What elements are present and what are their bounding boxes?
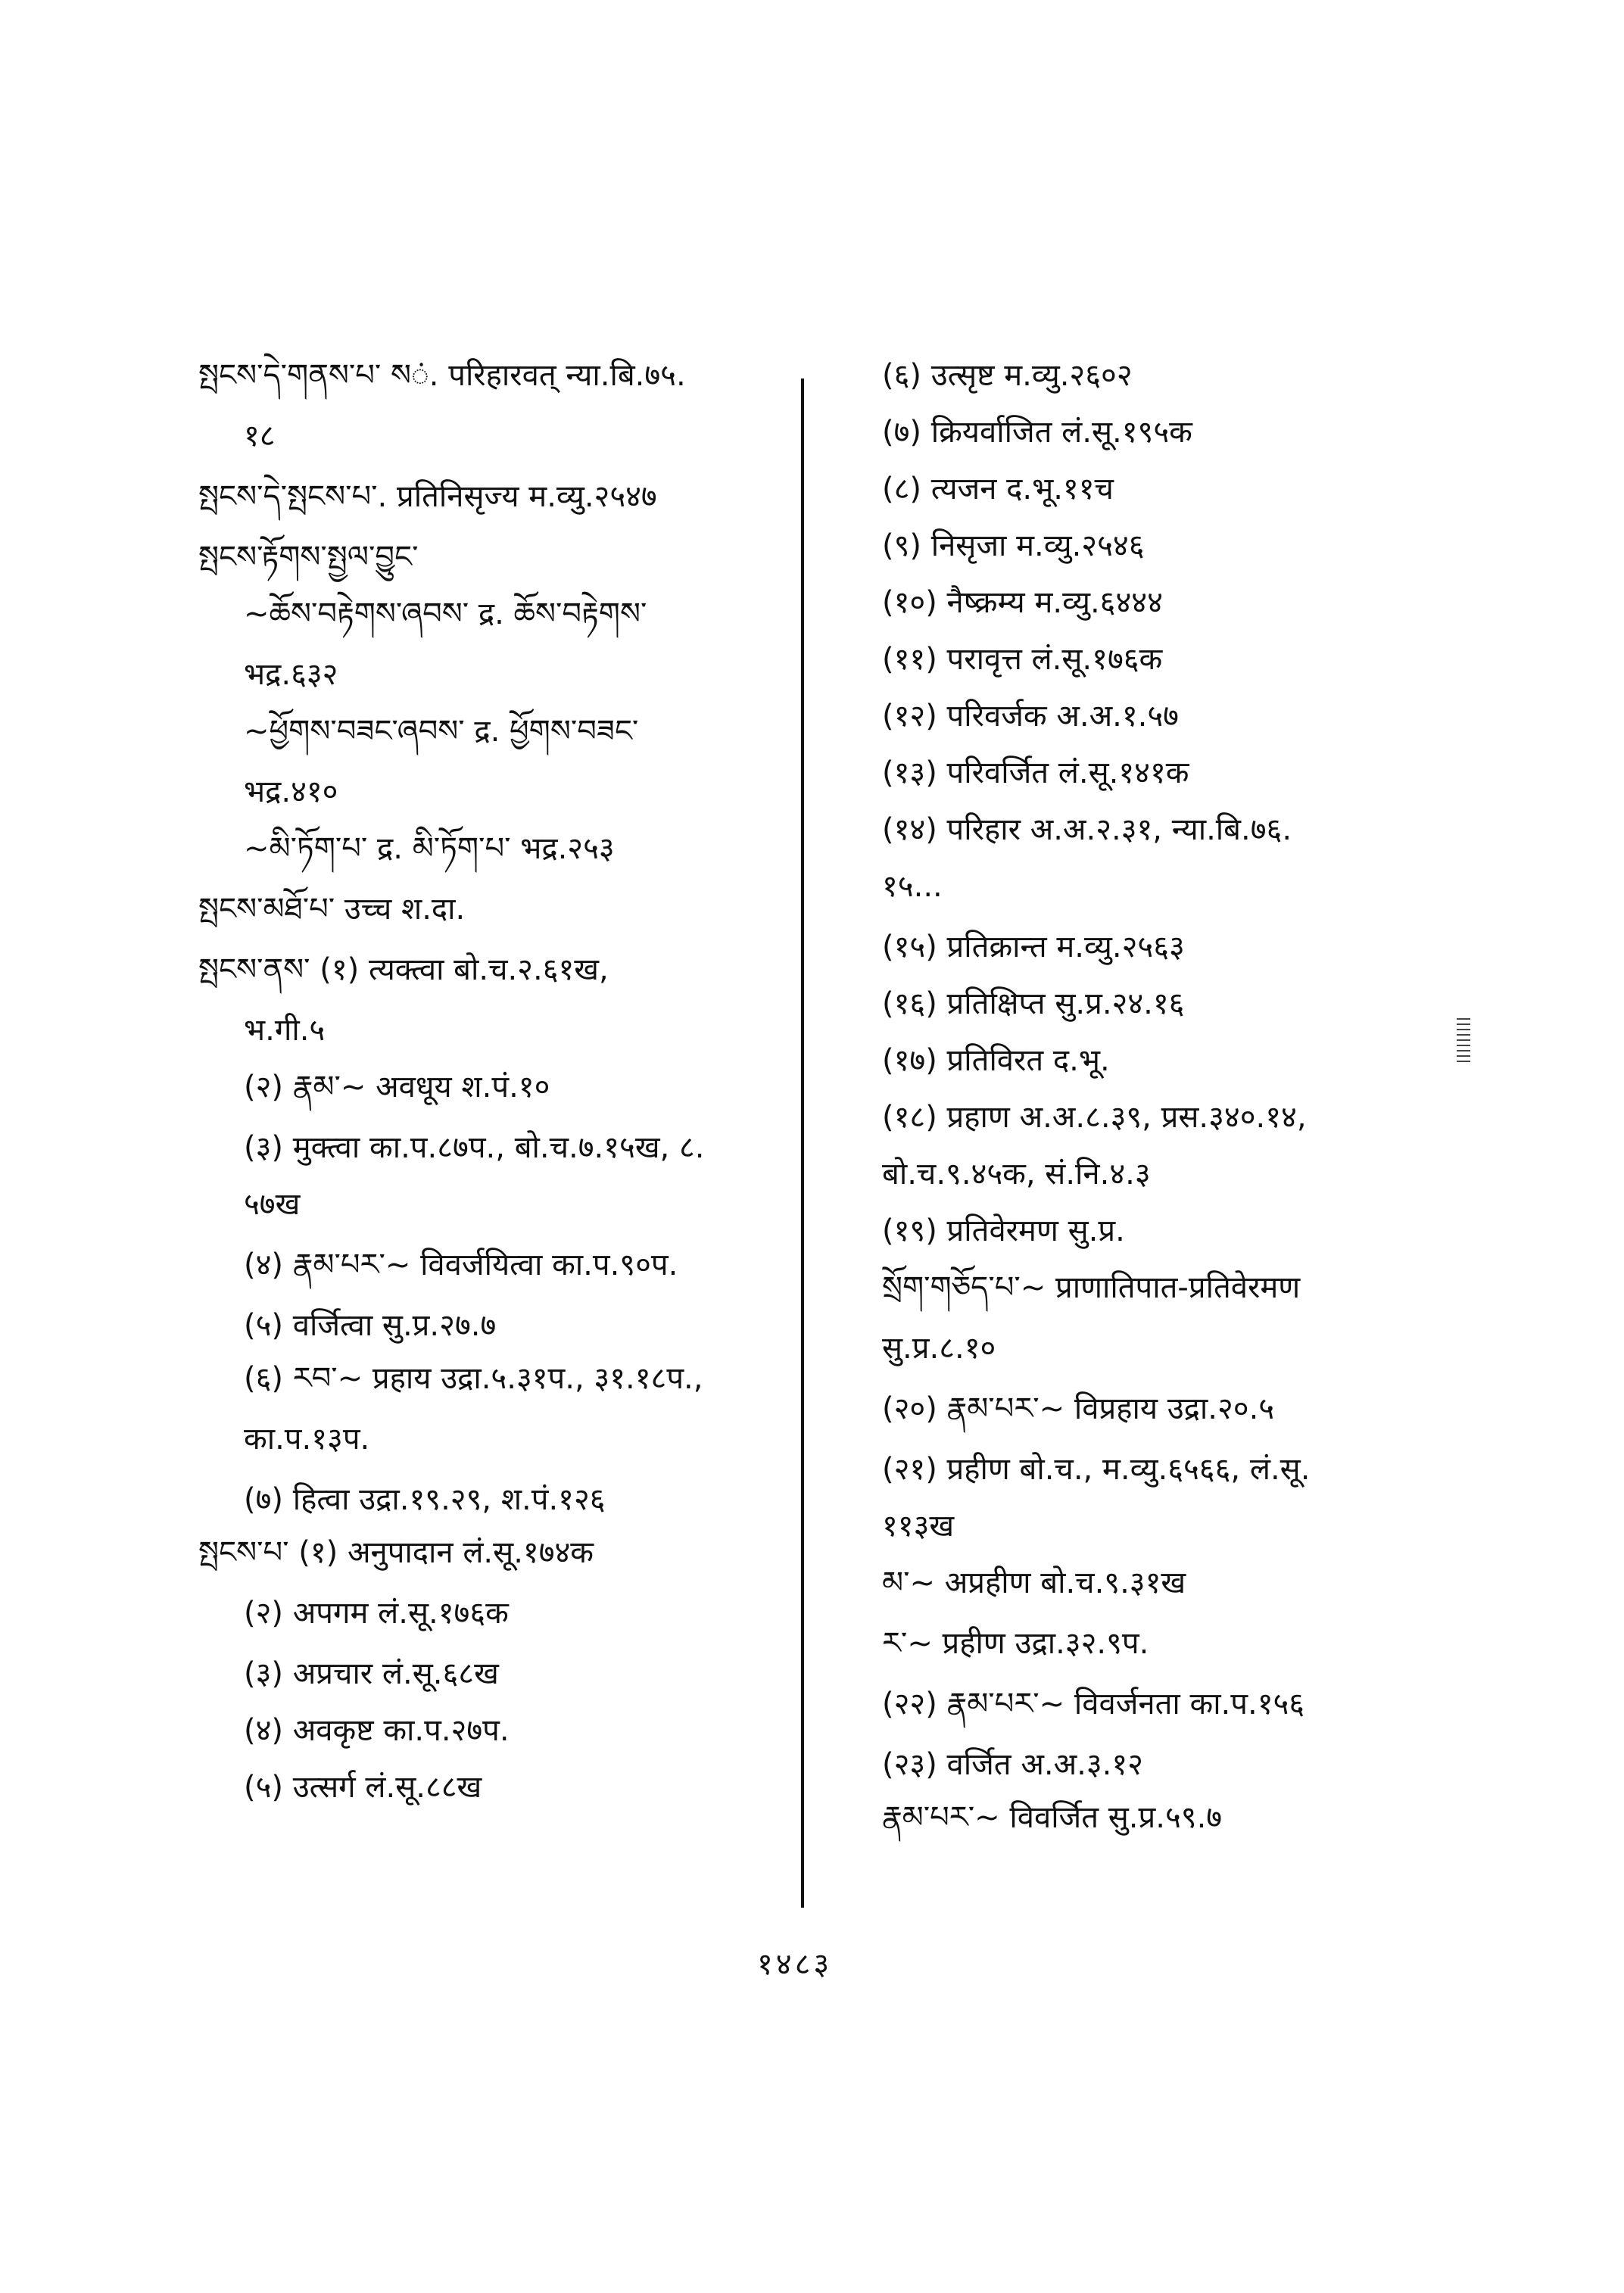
entry-line: १८ <box>244 419 276 453</box>
entry-line: (२३) वर्जित अ.अ.३.१२ <box>882 1747 1143 1782</box>
entry-line: (१८) प्रहाण अ.अ.८.३९, प्रस.३४०.१४, <box>882 1100 1307 1135</box>
margin-marks <box>1457 1018 1470 1064</box>
entry-line: (१७) प्रतिविरत द.भू. <box>882 1043 1110 1078</box>
entry-line: (२२) རྣམ་པར་~ विवर्जनता का.प.१५६ <box>882 1687 1305 1721</box>
entry-line: སྤངས་པ་ (१) अनुपादान लं.सू.१७४क <box>198 1535 594 1570</box>
entry-line: भद्र.६३२ <box>244 657 338 692</box>
entry-line: भ.गी.५ <box>244 1013 326 1048</box>
page-number: १४८३ <box>757 1947 833 1982</box>
entry-line: (१६) प्रतिक्षिप्त सु.प्र.२४.१६ <box>882 986 1185 1021</box>
entry-line: (५) उत्सर्ग लं.सू.८८ख <box>244 1770 482 1805</box>
entry-line: का.प.१३प. <box>244 1422 370 1456</box>
entry-line: (४) अवकृष्ट का.प.२७प. <box>244 1713 510 1748</box>
entry-line: སྤངས་དེ་གནས་པ་ སं. परिहारवत् न्या.बि.७५. <box>198 358 686 393</box>
entry-line: (३) मुक्त्वा का.प.८७प., बो.च.७.१५ख, ८. <box>244 1130 705 1165</box>
entry-line: (५) वर्जित्वा सु.प्र.२७.७ <box>244 1308 497 1343</box>
entry-line: भद्र.४१० <box>244 774 338 809</box>
entry-line: སྲོག་གཅོད་པ་~ प्राणातिपात-प्रतिवेरमण <box>882 1270 1301 1305</box>
entry-line: (६) उत्सृष्ट म.व्यु.२६०२ <box>882 358 1133 393</box>
entry-line: (४) རྣམ་པར་~ विवर्जयित्वा का.प.९०प. <box>244 1248 678 1282</box>
entry-line: ར་~ प्रहीण उद्रा.३२.९प. <box>882 1626 1149 1661</box>
entry-line: ~མི་ཏོག་པ་ द्र. མི་ཏོག་པ་ भद्र.२५३ <box>244 831 615 866</box>
entry-line: (१९) प्रतिवेरमण सु.प्र. <box>882 1213 1125 1248</box>
entry-line: (२०) རྣམ་པར་~ विप्रहाय उद्रा.२०.५ <box>882 1391 1275 1426</box>
entry-line: (१०) नैष्क्रम्य म.व्यु.६४४४ <box>882 585 1163 620</box>
entry-line: (१४) परिहार अ.अ.२.३१, न्या.बि.७६. <box>882 812 1292 847</box>
column-divider <box>801 379 804 1908</box>
entry-line: १५... <box>882 869 943 904</box>
entry-line: ~ཆོས་བརྟེགས་ཞབས་ द्र. ཆོས་བརྟེགས་ <box>244 597 647 631</box>
entry-line: (७) हित्वा उद्रा.१९.२९, श.पं.१२६ <box>244 1482 606 1517</box>
entry-line: (१३) परिवर्जित लं.सू.१४१क <box>882 756 1189 790</box>
entry-line: ५७ख <box>244 1187 301 1222</box>
entry-line: (१५) प्रतिक्रान्त म.व्यु.२५६३ <box>882 930 1185 964</box>
entry-line: མ་~ अप्रहीण बो.च.९.३१ख <box>882 1566 1186 1600</box>
entry-line: སྤངས་རྟོགས་སྤྱལ་བྱུང་ <box>198 540 419 575</box>
entry-line: (२) རྣམ་~ अवधूय श.पं.१० <box>244 1070 550 1104</box>
entry-line: (६) རབ་~ प्रहाय उद्रा.५.३१प., ३१.१८प., <box>244 1361 703 1396</box>
entry-line: སྤངས་མཐོ་པ་ उच्च श.दा. <box>198 892 466 927</box>
entry-line: (१२) परिवर्जक अ.अ.१.५७ <box>882 699 1179 734</box>
entry-line: सु.प्र.८.१० <box>882 1331 996 1366</box>
entry-line: (२) अपगम लं.सू.१७६क <box>244 1596 509 1631</box>
entry-line: རྣམ་པར་~ विवर्जित सु.प्र.५९.७ <box>882 1800 1223 1835</box>
entry-line: बो.च.९.४५क, सं.नि.४.३ <box>882 1157 1151 1192</box>
entry-line: ११३ख <box>882 1509 955 1544</box>
entry-line: ~ཕྱོགས་བཟང་ཞབས་ द्र. ཕྱོགས་བཟང་ <box>244 714 639 749</box>
entry-line: (२१) प्रहीण बो.च., म.व्यु.६५६६, लं.सू. <box>882 1452 1311 1487</box>
entry-line: (८) त्यजन द.भू.११च <box>882 472 1114 506</box>
entry-line: (३) अप्रचार लं.सू.६८ख <box>244 1656 499 1691</box>
entry-line: (११) परावृत्त लं.सू.१७६क <box>882 642 1163 677</box>
entry-line: (९) निसृजा म.व्यु.२५४६ <box>882 528 1145 563</box>
entry-line: (७) क्रियर्वाजित लं.सू.१९५क <box>882 415 1192 450</box>
entry-line: སྤངས་དེ་སྤངས་པ་. प्रतिनिसृज्य म.व्यु.२५४७ <box>198 479 657 514</box>
entry-line: སྤངས་ནས་ (१) त्यक्त्वा बो.च.२.६१ख, <box>198 952 609 987</box>
